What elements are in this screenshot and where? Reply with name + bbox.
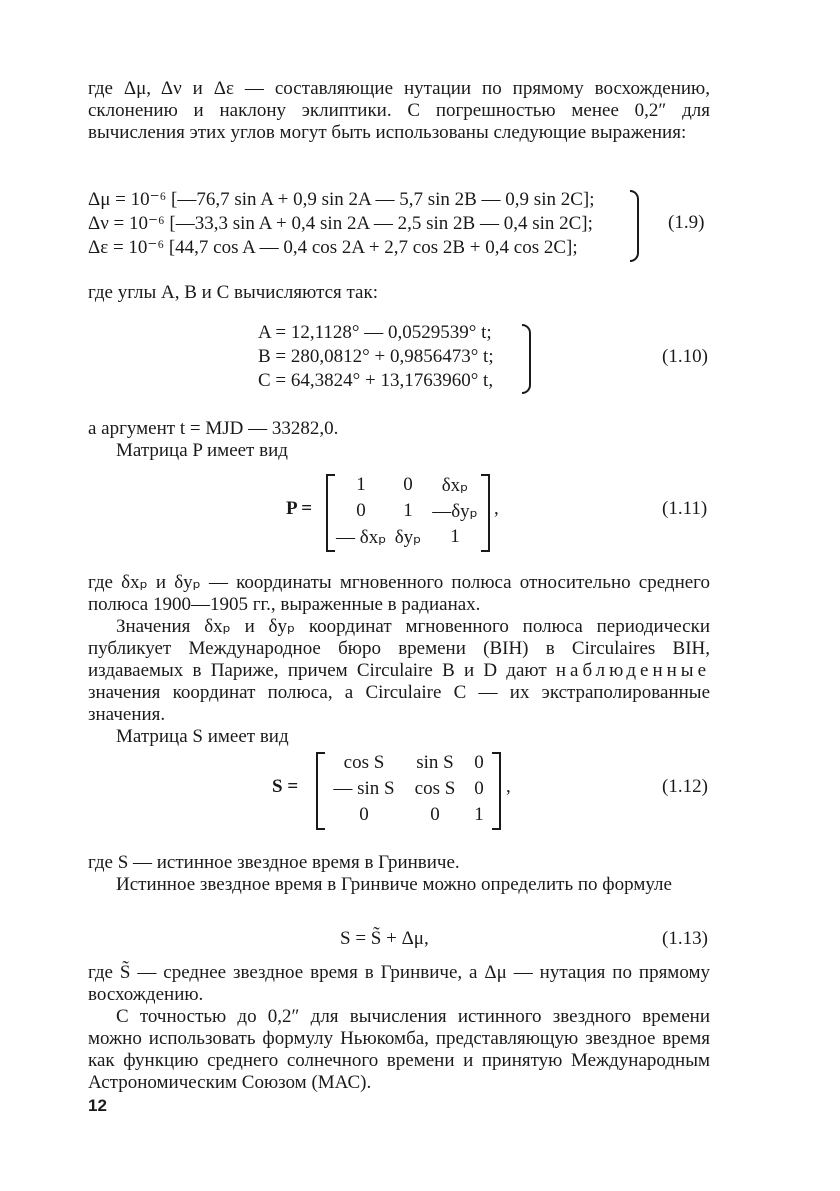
equation-line: Δε = 10⁻⁶ [44,7 cos A — 0,4 cos 2A + 2,7 cos 2B + 0,4 cos 2C];	[88, 237, 578, 258]
matrix-cell: 1	[450, 526, 460, 547]
page-number: 12	[88, 1096, 107, 1115]
matrix-cell: 1	[356, 474, 366, 495]
equation-line: A = 12,1128° — 0,0529539° t;	[258, 322, 492, 343]
matrix-cell: δyₚ	[394, 527, 422, 548]
matrix-cell: cos S	[343, 752, 385, 773]
paragraph-argument: а аргумент t = MJD — 33282,0.	[88, 418, 339, 439]
matrix-cell: 0	[359, 804, 369, 825]
matrix-cell: 0	[403, 474, 413, 495]
text-span: Значения δxₚ и δyₚ координат мгновенного полюса периодически публикует Международное бюро времени (BIH) в Circulaires BIH, издаваемых в Париже, причем Circulaire B и D дают	[88, 616, 710, 681]
left-bracket	[326, 474, 335, 552]
equation-formula: S = S̃ + Δμ,	[340, 928, 429, 949]
matrix-cell: 0	[474, 752, 484, 773]
paragraph-angles: где углы A, B и C вычисляются так:	[88, 282, 379, 303]
paragraph-matrix-s: Матрица S имеет вид	[116, 726, 289, 747]
matrix-cell: 0	[474, 778, 484, 799]
matrix-cell: —δyₚ	[432, 501, 478, 522]
matrix-comma: ,	[494, 498, 499, 519]
text-span-spaced: наблюденные	[555, 660, 710, 681]
equation-number: (1.12)	[662, 776, 708, 797]
matrix-cell: cos S	[414, 778, 456, 799]
paragraph-matrix-p: Матрица P имеет вид	[116, 440, 288, 461]
matrix-cell: — δxₚ	[336, 527, 387, 548]
matrix-lhs: S =	[272, 776, 299, 797]
equation-line: Δν = 10⁻⁶ [—33,3 sin A + 0,4 sin 2A — 2,5 sin 2B — 0,4 sin 2C];	[88, 213, 593, 234]
matrix-cell: 0	[430, 804, 440, 825]
equation-number: (1.9)	[668, 212, 705, 233]
right-bracket	[481, 474, 490, 552]
text-span: значения координат полюса, а Circulaire C — их экстраполированные значения.	[88, 682, 710, 725]
equation-number: (1.11)	[662, 498, 708, 519]
equation-number: (1.10)	[662, 346, 708, 367]
left-bracket	[316, 752, 325, 830]
right-brace	[630, 190, 639, 262]
equation-line: B = 280,0812° + 0,9856473° t;	[258, 346, 494, 367]
paragraph-mean-sidereal: где S̃ — среднее звездное время в Гринвиче, а Δμ — нутация по прямому восхождению.	[88, 962, 710, 1005]
equation-number: (1.13)	[662, 928, 708, 949]
equation-line: C = 64,3824° + 13,1763960° t,	[258, 370, 494, 391]
matrix-cell: sin S	[416, 752, 454, 773]
matrix-comma: ,	[506, 776, 511, 797]
paragraph-pole-coordinates: где δxₚ и δyₚ — координаты мгновенного полюса относительно среднего полюса 1900—1905 гг., выраженные в радианах.	[88, 572, 710, 615]
right-bracket	[492, 752, 501, 830]
paragraph-formula-intro: Истинное звездное время в Гринвиче можно определить по формуле	[116, 874, 672, 895]
matrix-cell: 1	[474, 804, 484, 825]
matrix-lhs: P =	[286, 498, 313, 519]
paragraph-bih	[88, 616, 710, 726]
paragraph-true-sidereal: где S — истинное звездное время в Гринвиче.	[88, 852, 460, 873]
paragraph-newcomb: С точностью до 0,2″ для вычисления истинного звездного времени можно использовать формулу Ньюкомба, представляющую звездное время как функцию среднего солнечного времени и принятую Международным Астрономическим Союзом (МАС).	[88, 1006, 710, 1093]
right-brace	[522, 324, 531, 394]
matrix-cell: δxₚ	[441, 475, 469, 496]
matrix-cell: 1	[403, 500, 413, 521]
matrix-cell: 0	[356, 500, 366, 521]
paragraph-nutation-intro: где Δμ, Δν и Δε — составляющие нутации по прямому восхождению, склонению и наклону эклиптики. С погрешностью менее 0,2″ для вычисления этих углов могут быть использованы следующие выражения:	[88, 78, 710, 143]
matrix-cell: — sin S	[333, 778, 395, 799]
equation-line: Δμ = 10⁻⁶ [—76,7 sin A + 0,9 sin 2A — 5,7 sin 2B — 0,9 sin 2C];	[88, 189, 595, 210]
